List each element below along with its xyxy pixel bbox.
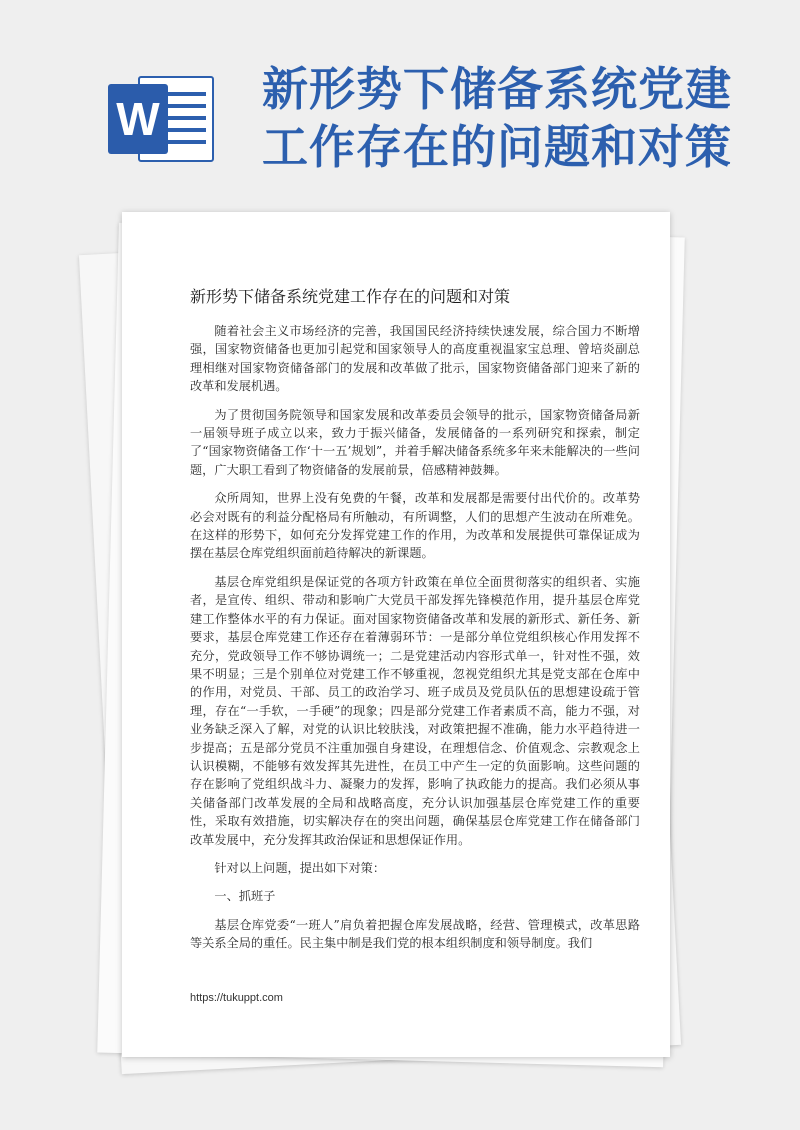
word-w-badge: W (108, 84, 168, 154)
paragraph: 基层仓库党组织是保证党的各项方针政策在单位全面贯彻落实的组织者、实施者，是宣传、组织、带动和影响广大党员干部发挥先锋模范作用，提升基层仓库党建工作整体水平的有力保证。面对国家物资储备改革和发展的新形式、新任务、新要求，基层仓库党建工作还存在着薄弱环节：一是部分单位党组织核心作用发挥不充分，党政领导工作不够协调统一；二是党建活动内容形式单一，针对性不强，效果不明显；三是个别单位对党建工作不够重视，忽视党组织尤其是党支部在仓库中的作用，对党员、干部、员工的政治学习、班子成员及党员队伍的思想建设疏于管理，存在“一手软，一手硬”的现象；四是部分党建工作者素质不高，能力不强，对业务缺乏深入了解，对党的认识比较肤浅，对政策把握不准确，能力水平趋待进一步提高；五是部分党员不注重加强自身建设，在理想信念、价值观念、宗教观念上认识模糊，不能够有效发挥其先进性，在员工中产生一定的负面影响。这些问题的存在影响了党组织战斗力、凝聚力的发挥，影响了执政能力的提高。我们必须从事关储备部门改革发展的全局和战略高度，充分认识加强基层仓库党建工作的重要性，采取有效措施，切实解决存在的突出问题，确保基层仓库党建工作在储备部门改革发展中，充分发挥其政治保证和思想保证作用。 (190, 574, 640, 847)
document-body (190, 322, 640, 963)
paragraph: 针对以上问题，提出如下对策： (214, 860, 386, 875)
page-title-line-2: 工作存在的问题和对策 (262, 120, 732, 174)
word-document-icon (108, 76, 216, 162)
page-title (262, 60, 782, 176)
section-heading: 一、抓班子 (214, 889, 276, 904)
paragraph: 基层仓库党委“一班人”肩负着把握仓库发展战略，经营、管理模式，改革思路等关系全局的重任。民主集中制是我们党的根本组织制度和领导制度。我们 (190, 917, 640, 951)
footer-url: https://tukuppt.com (190, 992, 283, 1004)
header-banner (0, 0, 800, 205)
document-title: 新形势下储备系统党建工作存在的问题和对策 (190, 287, 511, 306)
paragraph: 随着社会主义市场经济的完善，我国国民经济持续快速发展，综合国力不断增强，国家物资储备也更加引起党和国家领导人的高度重视温家宝总理、曾培炎副总理相继对国家物资储备部门的发展和改革做了批示，国家物资储备部门迎来了新的改革和发展机遇。 (190, 324, 640, 394)
page-title-line-1: 新形势下储备系统党建 (262, 62, 732, 116)
paragraph: 众所周知，世界上没有免费的午餐，改革和发展都是需要付出代价的。改革势必会对既有的利益分配格局有所触动，有所调整，人们的思想产生波动在所难免。在这样的形势下，如何充分发挥党建工作的作用，为改革和发展提供可靠保证成为摆在基层仓库党组织面前趋待解决的新课题。 (190, 491, 640, 561)
document-page (122, 212, 670, 1057)
paragraph: 为了贯彻国务院领导和国家发展和改革委员会领导的批示，国家物资储备局新一届领导班子成立以来，致力于振兴储备，发展储备的一系列研究和探索，制定了“国家物资储备工作‘十一五’规划”，并着手解决储备系统多年来未能解决的一些问题，广大职工看到了物资储备的发展前景，倍感精神鼓舞。 (190, 407, 640, 477)
